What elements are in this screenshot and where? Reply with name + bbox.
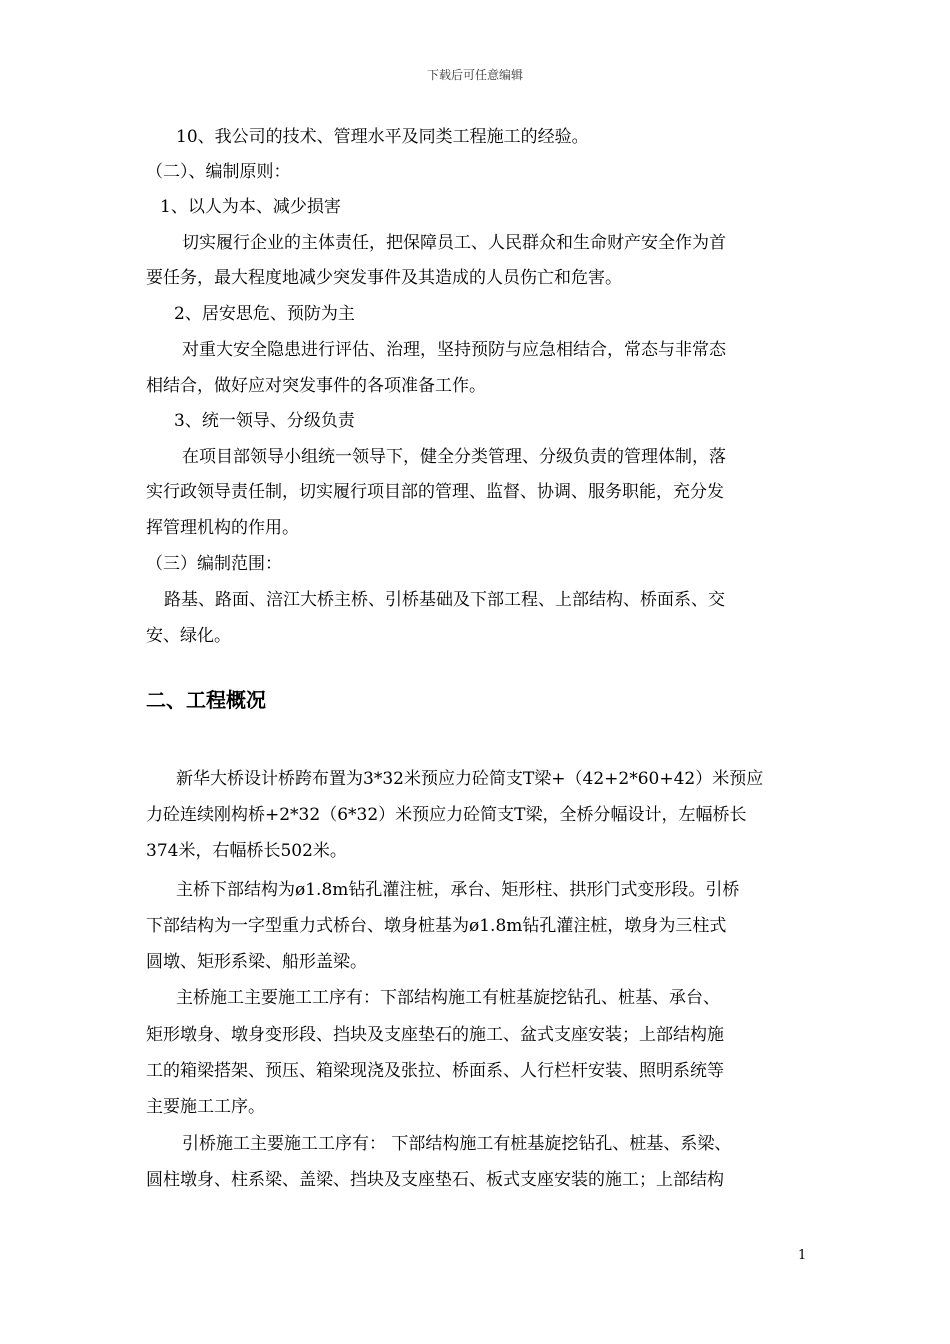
text-line: 在项目部领导小组统一领导下，健全分类管理、分级负责的管理体制，落 bbox=[182, 447, 726, 467]
text-line: 力砼连续刚构桥+2*32（6*32）米预应力砼简支T梁，全桥分幅设计，左幅桥长 bbox=[146, 805, 747, 825]
text-line: 主桥下部结构为ø1.8m钻孔灌注桩，承台、矩形柱、拱形门式变形段。引桥 bbox=[176, 880, 740, 900]
page-header: 下载后可任意编辑 bbox=[426, 68, 523, 82]
text-line: 10、我公司的技术、管理水平及同类工程施工的经验。 bbox=[176, 127, 589, 147]
text-line: 路基、路面、涪江大桥主桥、引桥基础及下部工程、上部结构、桥面系、交 bbox=[164, 590, 725, 610]
text-line: 安、绿化。 bbox=[146, 626, 231, 646]
text-line: 切实履行企业的主体责任，把保障员工、人民群众和生命财产安全作为首 bbox=[182, 233, 726, 253]
text-line: 要任务，最大程度地减少突发事件及其造成的人员伤亡和危害。 bbox=[146, 268, 622, 288]
text-line: 引桥施工主要施工工序有： 下部结构施工有桩基旋挖钻孔、桩基、系梁、 bbox=[182, 1134, 732, 1154]
text-line: 圆柱墩身、柱系梁、盖梁、挡块及支座垫石、板式支座安装的施工；上部结构 bbox=[146, 1170, 724, 1190]
text-line: 主要施工工序。 bbox=[146, 1097, 265, 1117]
text-line: 相结合，做好应对突发事件的各项准备工作。 bbox=[146, 376, 486, 396]
list-item-heading: 2、居安思危、预防为主 bbox=[174, 304, 355, 324]
text-line: 374米，右幅桥长502米。 bbox=[146, 841, 347, 861]
text-line: 主桥施工主要施工工序有：下部结构施工有桩基旋挖钻孔、桩基、承台、 bbox=[176, 988, 720, 1008]
list-item-heading: 1、以人为本、减少损害 bbox=[160, 197, 341, 217]
text-line: 实行政领导责任制，切实履行项目部的管理、监督、协调、服务职能，充分发 bbox=[146, 482, 724, 502]
text-line: 新华大桥设计桥跨布置为3*32米预应力砼简支T梁+（42+2*60+42）米预应 bbox=[176, 769, 764, 789]
section-subheading: （二）、编制原则： bbox=[146, 162, 291, 182]
section-subheading: （三）编制范围： bbox=[146, 554, 282, 574]
text-line: 圆墩、矩形系梁、船形盖梁。 bbox=[146, 952, 367, 972]
text-line: 挥管理机构的作用。 bbox=[146, 518, 299, 538]
text-line: 矩形墩身、墩身变形段、挡块及支座垫石的施工、盆式支座安装；上部结构施 bbox=[146, 1025, 724, 1045]
page-number: 1 bbox=[798, 1248, 807, 1263]
list-item-heading: 3、统一领导、分级负责 bbox=[174, 411, 355, 431]
text-line: 对重大安全隐患进行评估、治理，坚持预防与应急相结合，常态与非常态 bbox=[182, 340, 726, 360]
section-heading: 二、工程概况 bbox=[146, 688, 266, 712]
text-line: 下部结构为一字型重力式桥台、墩身桩基为ø1.8m钻孔灌注桩，墩身为三柱式 bbox=[146, 916, 727, 936]
text-line: 工的箱梁搭架、预压、箱梁现浇及张拉、桥面系、人行栏杆安装、照明系统等 bbox=[146, 1061, 724, 1081]
